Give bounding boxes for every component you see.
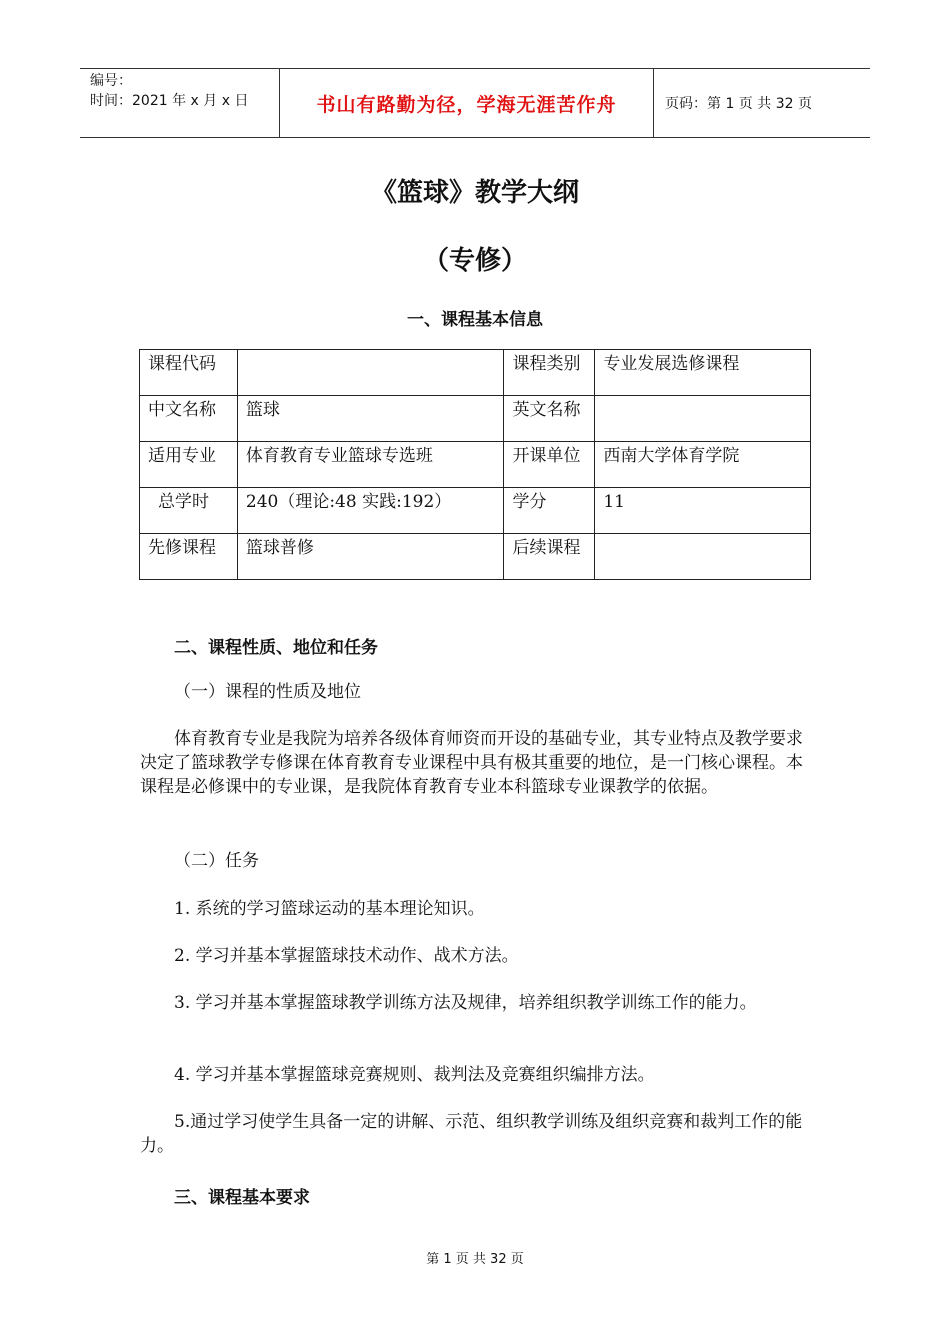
table-cell [237,350,504,396]
time-label: 时间：2021 年 x 月 x 日 [90,93,249,109]
table-cell: 课程类别 [504,350,595,396]
table-cell: 中文名称 [140,396,238,442]
section-heading-2: 二、课程性质、地位和任务 [174,638,378,658]
section-heading-3: 三、课程基本要求 [174,1188,310,1208]
task-item: 2. 学习并基本掌握篮球技术动作、战术方法。 [174,946,519,966]
header-meta [80,69,280,137]
table-cell: 适用专业 [140,442,238,488]
table-cell: 专业发展选修课程 [595,350,811,396]
course-info-table [139,349,811,580]
header-motto: 书山有路勤为径，学海无涯苦作舟 [280,69,654,137]
number-label: 编号： [90,73,132,89]
table-cell: 240（理论:48 实践:192） [237,488,504,534]
table-cell: 课程代码 [140,350,238,396]
table-cell: 体育教育专业篮球专选班 [237,442,504,488]
table-cell: 西南大学体育学院 [595,442,811,488]
table-cell: 开课单位 [504,442,595,488]
table-cell: 总学时 [140,488,238,534]
header-page-info: 页码：第 1 页 共 32 页 [665,96,812,112]
subheading-nature: （一）课程的性质及地位 [174,682,361,702]
table-cell: 11 [595,488,811,534]
page-footer: 第 1 页 共 32 页 [426,1252,524,1267]
subheading-tasks: （二）任务 [174,851,259,871]
table-cell: 学分 [504,488,595,534]
table-cell [595,396,811,442]
task-item: 3. 学习并基本掌握篮球教学训练方法及规律，培养组织教学训练工作的能力。 [174,993,757,1013]
page-header [80,68,870,138]
table-cell: 篮球 [237,396,504,442]
table-cell: 后续课程 [504,534,595,580]
table-row [140,534,811,580]
table-row [140,442,811,488]
table-cell [595,534,811,580]
table-cell: 先修课程 [140,534,238,580]
task-item: 4. 学习并基本掌握篮球竞赛规则、裁判法及竞赛组织编排方法。 [174,1065,655,1085]
table-cell: 篮球普修 [237,534,504,580]
task-item: 1. 系统的学习篮球运动的基本理论知识。 [174,899,485,919]
table-cell: 英文名称 [504,396,595,442]
table-row [140,396,811,442]
doc-title: 《篮球》教学大纲 [370,178,579,208]
section-heading-1: 一、课程基本信息 [407,310,543,330]
task-item: 5.通过学习使学生具备一定的讲解、示范、组织教学训练及组织竞赛和裁判工作的能力。 [140,1112,803,1156]
paragraph-nature: 体育教育专业是我院为培养各级体育师资而开设的基础专业，其专业特点及教学要求决定了篮球教学专修课在体育教育专业课程中具有极其重要的地位，是一门核心课程。本课程是必修课中的专业课，是我院体育教育专业本科篮球专业课教学的依据。 [140,729,803,797]
table-row [140,488,811,534]
table-row [140,350,811,396]
doc-subtitle: （专修） [422,246,527,276]
